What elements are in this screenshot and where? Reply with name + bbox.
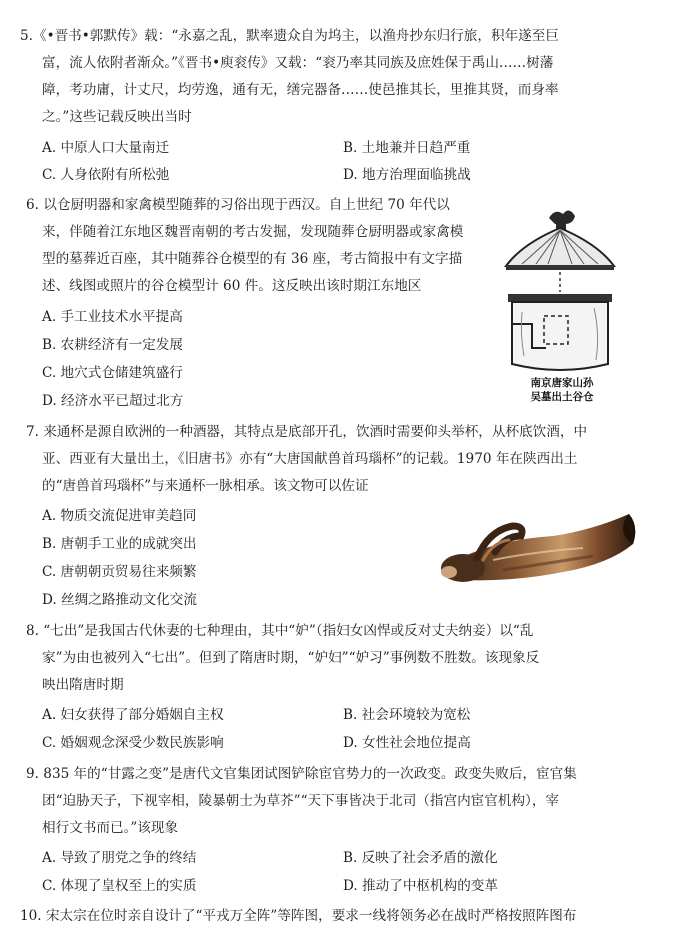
question-8-line-2: 家”为由也被列入“七出”。但到了隋唐时期，“妒妇”“妒习”事例数不胜数。该现象反 bbox=[42, 650, 540, 666]
question-9-line-3: 相行文书而已。”该现象 bbox=[42, 820, 179, 836]
granary-model-drawing bbox=[502, 204, 622, 380]
question-8-option-a[interactable]: A. 妇女获得了部分婚姻自主权 bbox=[42, 707, 224, 723]
question-7-option-b[interactable]: B. 唐朝手工业的成就突出 bbox=[42, 536, 197, 552]
question-6-option-c[interactable]: C. 地穴式仓储建筑盛行 bbox=[42, 365, 183, 381]
question-8-option-b[interactable]: B. 社会环境较为宽松 bbox=[343, 707, 471, 723]
question-9-line-1: 9. 835 年的“甘露之变”是唐代文官集团试图铲除宦官势力的一次政变。政变失败后，宦官集 bbox=[26, 766, 577, 782]
question-9-option-a[interactable]: A. 导致了朋党之争的终结 bbox=[42, 850, 197, 866]
granary-caption-line-2: 吴墓出土谷仓 bbox=[530, 391, 594, 403]
question-8-line-1: 8. “七出”是我国古代休妻的七种理由，其中“妒”（指妇女凶悍或反对丈夫纳妾）以“乱 bbox=[26, 623, 534, 639]
question-5-line-4: 之。”这些记载反映出当时 bbox=[42, 109, 192, 125]
question-6-line-1: 6. 以仓厨明器和家禽模型随葬的习俗出现于西汉。自上世纪 70 年代以 bbox=[26, 197, 450, 213]
question-10-line-1: 10. 宋太宗在位时亲自设计了“平戎万全阵”等阵图，要求一线将领务必在战时严格按照阵图布 bbox=[20, 908, 577, 924]
question-5-option-c[interactable]: C. 人身依附有所松弛 bbox=[42, 167, 170, 183]
question-5-option-a[interactable]: A. 中原人口大量南迁 bbox=[42, 140, 170, 156]
question-6-option-a[interactable]: A. 手工业技术水平提高 bbox=[42, 309, 183, 325]
question-7-option-a[interactable]: A. 物质交流促进审美趋同 bbox=[42, 508, 197, 524]
question-7-line-3: 的“唐兽首玛瑙杯”与来通杯一脉相承。该文物可以佐证 bbox=[42, 478, 369, 494]
question-6-line-2: 来，伴随着江东地区魏晋南朝的考古发掘，发现随葬仓厨明器或家禽模 bbox=[42, 224, 464, 240]
agate-rhyton-image bbox=[433, 500, 643, 590]
question-6-option-b[interactable]: B. 农耕经济有一定发展 bbox=[42, 337, 183, 353]
question-8-option-d[interactable]: D. 女性社会地位提高 bbox=[343, 735, 471, 751]
question-6-line-4: 述、线图或照片的谷仓模型计 60 件。这反映出该时期江东地区 bbox=[42, 278, 422, 294]
question-8-option-c[interactable]: C. 婚姻观念深受少数民族影响 bbox=[42, 735, 224, 751]
granary-model-figure bbox=[502, 204, 622, 414]
question-7-option-d[interactable]: D. 丝绸之路推动文化交流 bbox=[42, 592, 197, 608]
question-9-line-2: 团“迫胁天子，下视宰相，陵暴朝士为草芥”“天下事皆决于北司（指宫内宦官机构），宰 bbox=[42, 793, 560, 809]
question-5-option-d[interactable]: D. 地方治理面临挑战 bbox=[343, 167, 471, 183]
rhyton-cup-photo bbox=[433, 500, 643, 590]
question-6-line-3: 型的墓葬近百座，其中随葬谷仓模型的有 36 座，考古简报中有文字描 bbox=[42, 251, 463, 267]
question-7-option-c[interactable]: C. 唐朝朝贡贸易往来频繁 bbox=[42, 564, 197, 580]
question-9-option-c[interactable]: C. 体现了皇权至上的实质 bbox=[42, 878, 197, 894]
question-6-option-d[interactable]: D. 经济水平已超过北方 bbox=[42, 393, 184, 409]
granary-caption-line-1: 南京唐家山孙 bbox=[530, 377, 594, 389]
question-7-line-2: 亚、西亚有大量出土，《旧唐书》亦有“大唐国献兽首玛瑙杯”的记载。1970 年在陕西出土 bbox=[42, 451, 578, 467]
question-9-option-d[interactable]: D. 推动了中枢机构的变革 bbox=[343, 878, 498, 894]
question-5-option-b[interactable]: B. 土地兼并日趋严重 bbox=[343, 140, 471, 156]
question-8-line-3: 映出隋唐时期 bbox=[42, 677, 124, 693]
question-7-line-1: 7. 来通杯是源自欧洲的一种酒器，其特点是底部开孔，饮酒时需要仰头举杯，从杯底饮酒，中 bbox=[26, 424, 588, 440]
question-9-option-b[interactable]: B. 反映了社会矛盾的激化 bbox=[343, 850, 498, 866]
question-5-line-3: 障，考功庸，计丈尺，均劳逸，通有无，缮完器备……使邑推其长，里推其贤，而身率 bbox=[42, 82, 559, 98]
question-5-line-2: 富，流人依附者渐众。”《晋书•庾衮传》又载：“衮乃率其同族及庶姓保于禹山……树藩 bbox=[42, 55, 554, 71]
question-5-line-1: 5.《•晋书•郭默传》载：“永嘉之乱，默率遗众自为坞主，以渔舟抄东归行旅，积年遂至巨 bbox=[20, 28, 559, 44]
